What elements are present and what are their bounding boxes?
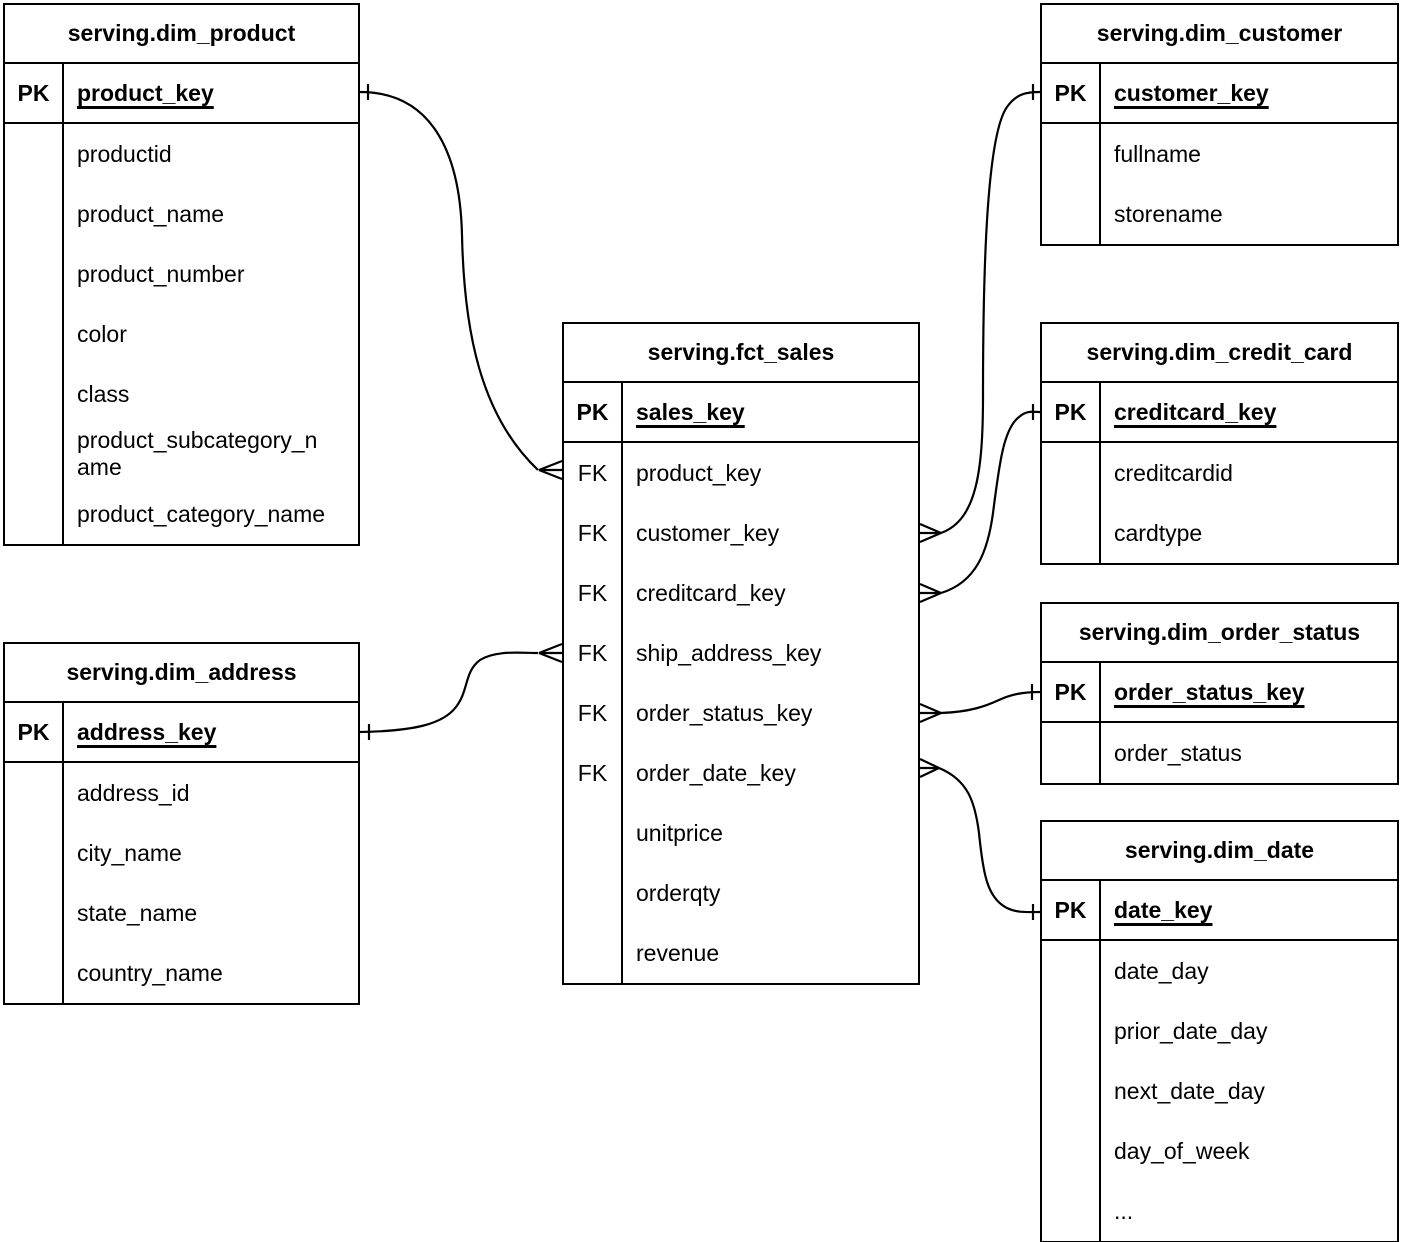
pk-label: PK	[1042, 663, 1101, 721]
fk-label: FK	[564, 563, 623, 623]
table-row	[1042, 1061, 1397, 1121]
field-name: product_subcategory_name	[77, 427, 318, 480]
rel-address-crowfoot-icon	[539, 644, 562, 662]
key-cell	[5, 823, 64, 883]
table-row	[564, 743, 918, 803]
table-row	[564, 503, 918, 563]
pk-field: date_key	[1114, 896, 1213, 923]
table-dim-address	[3, 642, 360, 1005]
key-cell	[1042, 124, 1101, 184]
fk-label: FK	[564, 443, 623, 503]
field-name: color	[77, 320, 127, 347]
table-row	[5, 484, 358, 544]
field-name: ship_address_key	[636, 639, 822, 666]
field-name: order_date_key	[636, 759, 796, 786]
table-row	[1042, 124, 1397, 184]
table-row	[564, 923, 918, 983]
field-name: customer_key	[636, 519, 780, 546]
table-dim-customer	[1040, 3, 1399, 246]
table-row	[5, 883, 358, 943]
table-title: serving.dim_order_status	[1042, 604, 1397, 663]
field-name: ...	[1114, 1197, 1134, 1224]
table-row	[564, 863, 918, 923]
field-name: creditcard_key	[636, 579, 786, 606]
rel-creditcard-line	[941, 412, 1040, 593]
table-row	[564, 563, 918, 623]
key-cell	[1042, 1001, 1101, 1061]
pk-field: sales_key	[636, 398, 745, 425]
field-name: class	[77, 380, 130, 407]
key-cell	[1042, 184, 1101, 244]
field-name: order_status_key	[636, 699, 813, 726]
table-dim-date	[1040, 820, 1399, 1242]
field-name: day_of_week	[1114, 1137, 1250, 1164]
rel-creditcard-crowfoot-icon	[920, 584, 941, 602]
field-name: storename	[1114, 200, 1223, 227]
table-row	[5, 763, 358, 823]
table-row	[1042, 383, 1397, 443]
pk-label: PK	[1042, 64, 1101, 122]
table-row	[1042, 1001, 1397, 1061]
table-row	[5, 184, 358, 244]
key-cell	[5, 424, 64, 484]
pk-field: product_key	[77, 79, 214, 106]
fk-label: FK	[564, 683, 623, 743]
table-dim-order-status	[1040, 602, 1399, 785]
key-cell	[5, 124, 64, 184]
field-name: product_name	[77, 200, 225, 227]
key-cell	[5, 883, 64, 943]
key-cell	[5, 304, 64, 364]
field-name: order_status	[1114, 739, 1242, 766]
table-title: serving.dim_product	[5, 5, 358, 64]
table-title: serving.dim_date	[1042, 822, 1397, 881]
table-title: serving.fct_sales	[564, 324, 918, 383]
table-title: serving.dim_customer	[1042, 5, 1397, 64]
table-row	[5, 424, 358, 484]
key-cell	[5, 244, 64, 304]
key-cell	[5, 184, 64, 244]
key-cell	[1042, 503, 1101, 563]
field-name: prior_date_day	[1114, 1017, 1268, 1044]
pk-label: PK	[1042, 881, 1101, 939]
table-row	[5, 244, 358, 304]
field-name: city_name	[77, 839, 182, 866]
table-row	[564, 803, 918, 863]
pk-field: order_status_key	[1114, 678, 1305, 705]
table-row	[5, 823, 358, 883]
key-cell	[1042, 1061, 1101, 1121]
pk-label: PK	[564, 383, 623, 441]
field-name: orderqty	[636, 879, 721, 906]
key-cell	[564, 803, 623, 863]
key-cell	[1042, 1121, 1101, 1181]
table-fct-sales	[562, 322, 920, 985]
table-row	[1042, 1121, 1397, 1181]
table-row	[564, 683, 918, 743]
table-row	[1042, 64, 1397, 124]
table-title: serving.dim_credit_card	[1042, 324, 1397, 383]
field-name: state_name	[77, 899, 198, 926]
rel-orderstatus-crowfoot-icon	[920, 704, 941, 722]
key-cell	[1042, 443, 1101, 503]
key-cell	[564, 923, 623, 983]
fk-label: FK	[564, 743, 623, 803]
field-name: fullname	[1114, 140, 1201, 167]
table-row	[5, 124, 358, 184]
key-cell	[5, 484, 64, 544]
rel-orderstatus-line	[941, 692, 1040, 713]
rel-orderdate-crowfoot-icon	[920, 759, 939, 777]
table-row	[1042, 503, 1397, 563]
field-name: address_id	[77, 779, 190, 806]
field-name: country_name	[77, 959, 223, 986]
field-name: productid	[77, 140, 172, 167]
table-row	[5, 364, 358, 424]
rel-product-crowfoot-icon	[539, 461, 562, 479]
table-row	[5, 64, 358, 124]
field-name: date_day	[1114, 957, 1209, 984]
fk-label: FK	[564, 503, 623, 563]
rel-address-line	[360, 653, 538, 732]
field-name: next_date_day	[1114, 1077, 1265, 1104]
field-name: product_category_name	[77, 500, 326, 527]
key-cell	[5, 943, 64, 1003]
key-cell	[1042, 1181, 1101, 1241]
table-title: serving.dim_address	[5, 644, 358, 703]
key-cell	[564, 863, 623, 923]
table-row	[5, 943, 358, 1003]
table-row	[5, 703, 358, 763]
key-cell	[1042, 941, 1101, 1001]
field-name: unitprice	[636, 819, 723, 846]
table-row	[564, 623, 918, 683]
table-row	[5, 304, 358, 364]
field-name: product_key	[636, 459, 762, 486]
pk-label: PK	[5, 703, 64, 761]
pk-label: PK	[5, 64, 64, 122]
table-dim-product	[3, 3, 360, 546]
field-name: cardtype	[1114, 519, 1203, 546]
field-name: revenue	[636, 939, 720, 966]
table-row	[1042, 663, 1397, 723]
pk-field: address_key	[77, 718, 217, 745]
key-cell	[1042, 723, 1101, 783]
table-row	[1042, 941, 1397, 1001]
pk-field: customer_key	[1114, 79, 1269, 106]
fk-label: FK	[564, 623, 623, 683]
table-row	[1042, 184, 1397, 244]
rel-product-line	[360, 92, 538, 470]
table-row	[1042, 881, 1397, 941]
table-row	[564, 443, 918, 503]
table-row	[1042, 1181, 1397, 1241]
pk-field: creditcard_key	[1114, 398, 1277, 425]
table-row	[564, 383, 918, 443]
rel-customer-crowfoot-icon	[920, 524, 941, 542]
table-row	[1042, 443, 1397, 503]
key-cell	[5, 763, 64, 823]
rel-customer-line	[941, 92, 1040, 533]
field-name: product_number	[77, 260, 245, 287]
table-dim-credit-card	[1040, 322, 1399, 565]
key-cell	[5, 364, 64, 424]
field-name: creditcardid	[1114, 459, 1233, 486]
table-row	[1042, 723, 1397, 783]
rel-orderdate-line	[939, 768, 1040, 912]
pk-label: PK	[1042, 383, 1101, 441]
